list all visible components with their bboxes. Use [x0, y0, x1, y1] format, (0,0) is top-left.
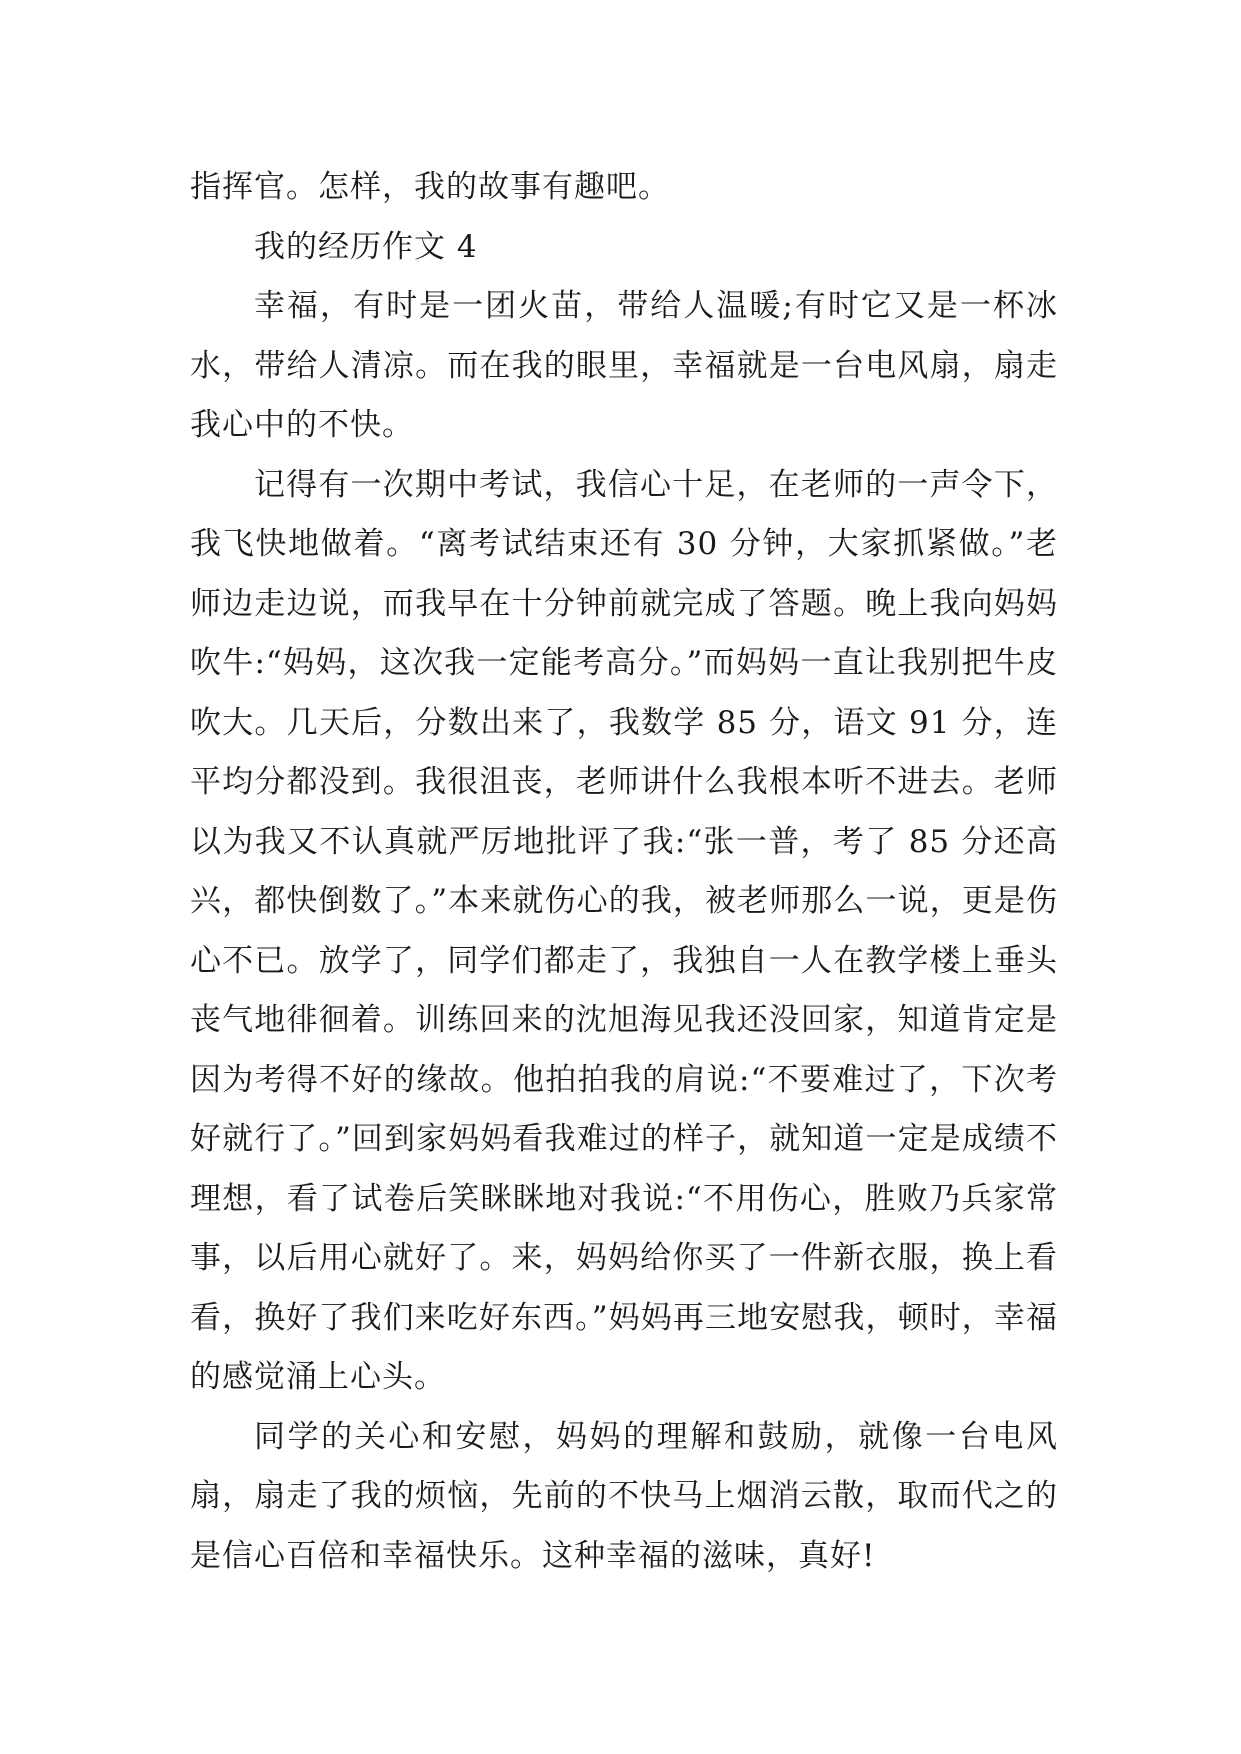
essay-body — [190, 158, 1058, 1586]
paragraph-conclusion: 同学的关心和安慰，妈妈的理解和鼓励，就像一台电风扇，扇走了我的烦恼，先前的不快马上烟消云散，取而代之的是信心百倍和幸福快乐。这种幸福的滋味，真好! — [190, 1418, 1058, 1574]
paragraph-intro: 幸福，有时是一团火苗，带给人温暖;有时它又是一杯冰水，带给人清凉。而在我的眼里，幸福就是一台电风扇，扇走我心中的不快。 — [190, 288, 1058, 443]
paragraph-continuation: 指挥官。怎样，我的故事有趣吧。 — [190, 169, 670, 205]
paragraph-story: 记得有一次期中考试，我信心十足，在老师的一声令下，我飞快地做着。“离考试结束还有 30 分钟，大家抓紧做。”老师边走边说，而我早在十分钟前就完成了答题。晚上我向妈妈吹牛:“妈妈，这次我一定能考高分。”而妈妈一直让我别把牛皮吹大。几天后，分数出来了，我数学 85 分，语文 91 分，连平均分都没到。我很沮丧，老师讲什么我根本听不进去。老师以为我又不认真就严厉地批评了我:“张一普，考了 85 分还高兴，都快倒数了。”本来就伤心的我，被老师那么一说，更是伤心不已。放学了，同学们都走了，我独自一人在教学楼上垂头丧气地徘徊着。训练回来的沈旭海见我还没回家，知道肯定是因为考得不好的缘故。他拍拍我的肩说:“不要难过了，下次考好就行了。”回到家妈妈看我难过的样子，就知道一定是成绩不理想，看了试卷后笑眯眯地对我说:“不用伤心，胜败乃兵家常事，以后用心就好了。来，妈妈给你买了一件新衣服，换上看看，换好了我们来吃好东西。”妈妈再三地安慰我，顿时，幸福的感觉涌上心头。 — [190, 466, 1058, 1395]
essay-title: 我的经历作文 4 — [254, 228, 478, 265]
